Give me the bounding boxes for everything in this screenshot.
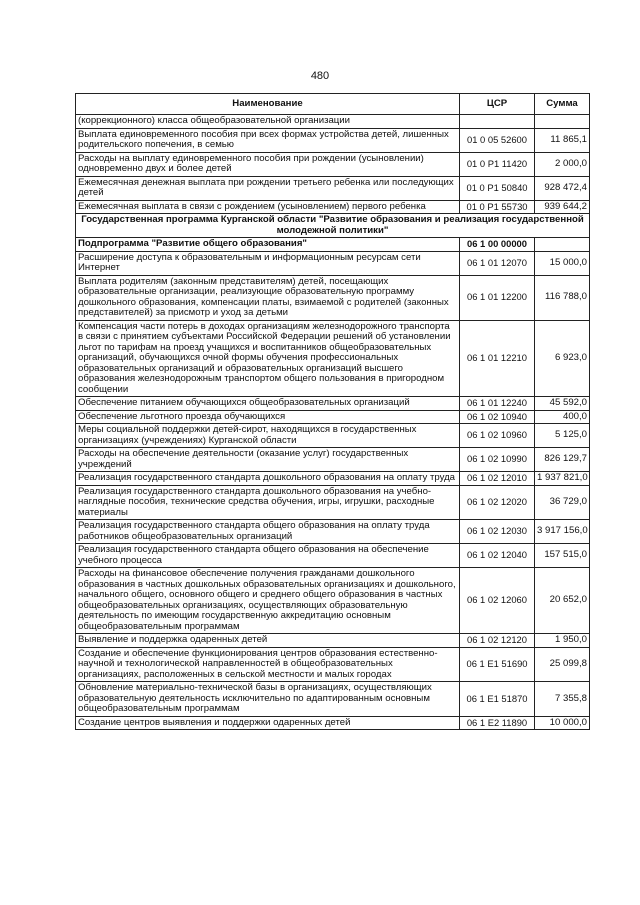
row-name: Реализация государственного стандарта дошкольного образования на оплату труда (76, 472, 460, 486)
table-row (76, 716, 590, 730)
row-name: Расходы на финансовое обеспечение получения гражданами дошкольного образования в частных дошкольных образовательных организациях и дошкольного, начального общего, основного общего и среднего общего образования в частных общеобразовательных организациях, осуществляющих образовательную деятельность по имеющим государственную аккредитацию основным общеобразовательным программам (76, 568, 460, 634)
row-amount: 1 937 821,0 (535, 472, 590, 486)
row-amount (535, 115, 590, 129)
table-row (76, 410, 590, 424)
header-code: ЦСР (460, 94, 535, 115)
table-row (76, 397, 590, 411)
row-amount: 15 000,0 (535, 251, 590, 275)
table-row (76, 200, 590, 214)
row-code: 06 1 02 10960 (460, 424, 535, 448)
table-row (76, 424, 590, 448)
row-amount: 45 592,0 (535, 397, 590, 411)
row-code: 01 0 P1 11420 (460, 152, 535, 176)
header-name: Наименование (76, 94, 460, 115)
row-code: 06 1 02 10990 (460, 448, 535, 472)
row-name: Компенсация части потерь в доходах организациям железнодорожного транспорта в связи с принятием субъектами Российской Федерации решений об установлении льгот по тарифам на проезд учащихся и воспитанников общеобразовательных организаций, обучающихся очной формы обучения профессиональных образовательных организаций и образовательных организаций высшего образования железнодорожным транспортом общего пользования в пригородном сообщении (76, 320, 460, 397)
table-row (76, 251, 590, 275)
budget-table (75, 93, 590, 730)
table-row (76, 128, 590, 152)
row-amount: 6 923,0 (535, 320, 590, 397)
table-row (76, 152, 590, 176)
row-code: 06 1 02 12120 (460, 634, 535, 648)
row-code: 06 1 02 12010 (460, 472, 535, 486)
row-amount: 939 644,2 (535, 200, 590, 214)
row-name: Реализация государственного стандарта общего образования на оплату труда работников общеобразовательных организаций (76, 520, 460, 544)
row-amount: 157 515,0 (535, 544, 590, 568)
table-row (76, 647, 590, 682)
row-code (460, 115, 535, 129)
row-code: 06 1 E1 51870 (460, 682, 535, 717)
subprogram-row (76, 238, 590, 252)
row-name: (коррекционного) класса общеобразовательной организации (76, 115, 460, 129)
table-row (76, 448, 590, 472)
program-title-row (76, 214, 590, 238)
row-name: Расходы на выплату единовременного пособия при рождении (усыновлении) одновременно двух и более детей (76, 152, 460, 176)
subprogram-rows (76, 251, 590, 730)
row-name: Создание центров выявления и поддержки одаренных детей (76, 716, 460, 730)
row-name: Расходы на обеспечение деятельности (оказание услуг) государственных учреждений (76, 448, 460, 472)
table-row (76, 544, 590, 568)
row-amount: 3 917 156,0 (535, 520, 590, 544)
row-name: Обеспечение льготного проезда обучающихся (76, 410, 460, 424)
row-amount: 10 000,0 (535, 716, 590, 730)
row-name: Расширение доступа к образовательным и информационным ресурсам сети Интернет (76, 251, 460, 275)
row-code: 01 0 P1 55730 (460, 200, 535, 214)
page-number: 480 (310, 70, 330, 82)
row-code: 06 1 02 12060 (460, 568, 535, 634)
row-amount: 400,0 (535, 410, 590, 424)
row-name: Ежемесячная денежная выплата при рождении третьего ребенка или последующих детей (76, 176, 460, 200)
row-name: Реализация государственного стандарта дошкольного образования на учебно-наглядные пособия, технические средства обучения, игры, игрушки, расходные материалы (76, 485, 460, 520)
table-row (76, 115, 590, 129)
row-code: 06 1 01 12070 (460, 251, 535, 275)
row-amount: 116 788,0 (535, 275, 590, 320)
row-name: Обновление материально-технической базы в организациях, осуществляющих образовательную деятельность исключительно по адаптированным основным общеобразовательным программам (76, 682, 460, 717)
row-amount: 20 652,0 (535, 568, 590, 634)
row-amount: 11 865,1 (535, 128, 590, 152)
row-name: Выплата родителям (законным представителям) детей, посещающих образовательные организации, реализующие образовательную программу дошкольного образования, компенсации платы, взимаемой с родителей (законных представителей) за присмотр и уход за детьми (76, 275, 460, 320)
row-amount: 2 000,0 (535, 152, 590, 176)
program-title: Государственная программа Курганской области "Развитие образования и реализация государственной молодежной политики" (76, 214, 590, 238)
table-row (76, 568, 590, 634)
row-amount: 36 729,0 (535, 485, 590, 520)
table-row (76, 634, 590, 648)
row-code: 06 1 01 12210 (460, 320, 535, 397)
table-row (76, 320, 590, 397)
row-code: 06 1 01 12240 (460, 397, 535, 411)
row-name: Реализация государственного стандарта общего образования на обеспечение учебного процесса (76, 544, 460, 568)
row-amount: 928 472,4 (535, 176, 590, 200)
row-amount: 826 129,7 (535, 448, 590, 472)
header-amount: Сумма (535, 94, 590, 115)
row-amount: 5 125,0 (535, 424, 590, 448)
row-code: 06 1 02 12020 (460, 485, 535, 520)
table-header-row (76, 94, 590, 115)
row-name: Обеспечение питанием обучающихся общеобразовательных организаций (76, 397, 460, 411)
row-code: 06 1 02 12030 (460, 520, 535, 544)
row-name: Меры социальной поддержки детей-сирот, находящихся в государственных организациях (учреждениях) Курганской области (76, 424, 460, 448)
subprogram-code: 06 1 00 00000 (460, 238, 535, 252)
table-row (76, 472, 590, 486)
row-amount: 7 355,8 (535, 682, 590, 717)
table-row (76, 682, 590, 717)
row-name: Ежемесячная выплата в связи с рождением (усыновлением) первого ребенка (76, 200, 460, 214)
row-name: Выплата единовременного пособия при всех формах устройства детей, лишенных родительского попечения, в семью (76, 128, 460, 152)
row-name: Выявление и поддержка одаренных детей (76, 634, 460, 648)
row-amount: 25 099,8 (535, 647, 590, 682)
row-amount: 1 950,0 (535, 634, 590, 648)
subprogram-amount (535, 238, 590, 252)
row-name: Создание и обеспечение функционирования центров образования естественно-научной и технологической направленностей в общеобразовательных организациях, расположенных в сельской местности и малых городах (76, 647, 460, 682)
row-code: 06 1 E1 51690 (460, 647, 535, 682)
row-code: 06 1 01 12200 (460, 275, 535, 320)
row-code: 06 1 E2 11890 (460, 716, 535, 730)
row-code: 01 0 05 52600 (460, 128, 535, 152)
table-row (76, 176, 590, 200)
row-code: 06 1 02 12040 (460, 544, 535, 568)
subprogram-name: Подпрограмма "Развитие общего образования" (76, 238, 460, 252)
table-row (76, 275, 590, 320)
table-row (76, 520, 590, 544)
row-code: 01 0 P1 50840 (460, 176, 535, 200)
table-row (76, 485, 590, 520)
row-code: 06 1 02 10940 (460, 410, 535, 424)
